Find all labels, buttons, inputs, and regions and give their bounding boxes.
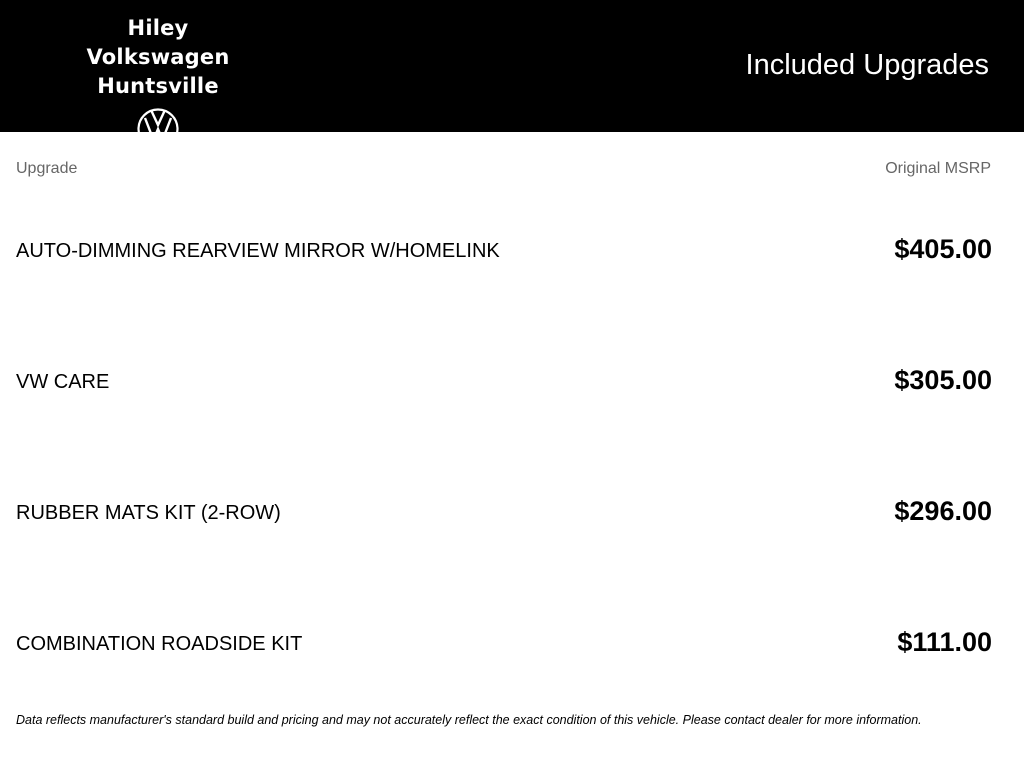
upgrade-row [16,347,992,478]
upgrade-name: AUTO-DIMMING REARVIEW MIRROR W/HOMELINK [16,240,500,262]
dealer-name-line2: Huntsville [97,74,219,98]
dealer-logo [58,14,258,151]
vw-logo-icon [136,107,180,151]
upgrade-name: RUBBER MATS KIT (2-ROW) [16,502,281,524]
upgrade-row [16,216,992,347]
column-header-msrp: Original MSRP [885,160,991,177]
disclaimer-text: Data reflects manufacturer's standard build and pricing and may not accurately reflect the exact condition of this vehicle. Please contact dealer for more information. [16,713,922,727]
upgrade-list [16,216,992,740]
upgrade-price: $405.00 [894,234,992,264]
upgrade-name: VW CARE [16,371,110,393]
upgrade-price: $305.00 [894,365,992,395]
upgrade-price: $296.00 [894,496,992,526]
upgrade-row [16,478,992,609]
page-header [0,0,1024,132]
upgrade-price: $111.00 [897,627,992,657]
column-header-upgrade: Upgrade [16,160,78,177]
upgrade-name: COMBINATION ROADSIDE KIT [16,633,303,655]
dealer-name-line1: Hiley Volkswagen [86,16,230,69]
table-header [16,160,991,180]
page-title: Included Upgrades [745,49,989,81]
